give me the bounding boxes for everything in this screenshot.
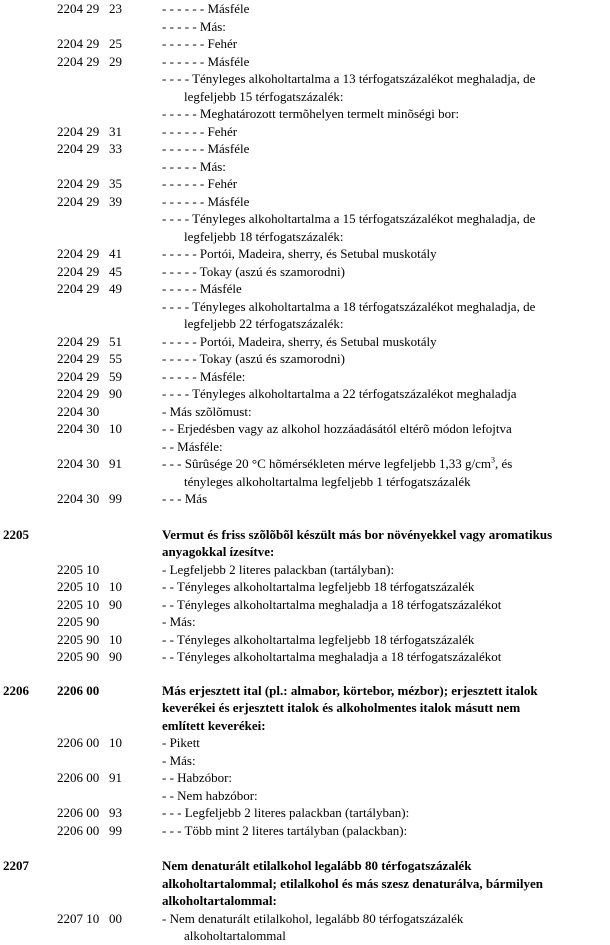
description-line: Nem denaturált etilalkohol legalább 80 térfogatszázalék bbox=[162, 858, 472, 873]
tariff-description bbox=[162, 769, 608, 787]
tariff-description bbox=[162, 70, 608, 105]
description-line: - - - - Tényleges alkoholtartalma a 13 térfogatszázalékot meghaladja, de bbox=[162, 71, 536, 86]
tariff-description bbox=[162, 158, 608, 176]
tariff-code: 2204 29 29 bbox=[57, 53, 122, 69]
tariff-description bbox=[162, 123, 608, 141]
description-line: legfeljebb 22 térfogatszázalék: bbox=[184, 316, 344, 331]
tariff-description bbox=[162, 455, 608, 490]
description-line: - - - - - - Fehér bbox=[162, 36, 238, 51]
description-line: - - - Sûrûsége 20 °C hõmérsékleten mérve legfeljebb 1,33 $g/cm^3$, és bbox=[162, 455, 513, 471]
description-line: - - - - - Portói, Madeira, sherry, és Setubal muskotály bbox=[162, 333, 437, 349]
tariff-code: 2206 00 10 bbox=[57, 735, 122, 750]
tariff-description bbox=[162, 822, 608, 840]
tariff-description bbox=[162, 333, 608, 351]
description-line: - - - - - Tokay (aszú és szamorodni) bbox=[162, 351, 345, 366]
tariff-description bbox=[162, 53, 608, 71]
tariff-code: 2205 90 90 bbox=[57, 649, 122, 664]
tariff-code: 2204 29 35 bbox=[57, 176, 122, 191]
tariff-description bbox=[162, 175, 608, 193]
tariff-description bbox=[162, 857, 608, 910]
tariff-code: 2205 10 bbox=[57, 561, 100, 577]
description-line: - Nem denaturált etilalkohol, legalább 80 térfogatszázalék bbox=[162, 910, 464, 926]
tariff-code: 2204 29 31 bbox=[57, 123, 122, 139]
tariff-description bbox=[162, 561, 608, 579]
description-line: - - - - - Tokay (aszú és szamorodni) bbox=[162, 263, 345, 279]
tariff-code: 2204 30 99 bbox=[57, 491, 122, 506]
tariff-description bbox=[162, 210, 608, 245]
tariff-description bbox=[162, 596, 608, 614]
description-line: - - - - Tényleges alkoholtartalma a 15 térfogatszázalékot meghaladja, de bbox=[162, 211, 536, 226]
tariff-code: 2204 30 bbox=[57, 403, 100, 419]
description-line: - - Nem habzóbor: bbox=[162, 787, 258, 803]
description-line: - - - - - Másféle bbox=[162, 281, 242, 296]
tariff-description bbox=[162, 631, 608, 649]
tariff-description bbox=[162, 280, 608, 298]
tariff-code: 2204 30 10 bbox=[57, 421, 122, 436]
description-line: - - - Több mint 2 literes tartályban (palackban): bbox=[162, 822, 408, 838]
description-line: anyagokkal ízesítve: bbox=[162, 544, 275, 559]
tariff-description bbox=[162, 734, 608, 752]
tariff-description bbox=[162, 18, 608, 36]
description-line: - - Tényleges alkoholtartalma meghaladja a 18 térfogatszázalékot bbox=[162, 596, 502, 612]
tariff-code: 2205 90 bbox=[57, 614, 100, 629]
tariff-code: 2206 00 99 bbox=[57, 822, 122, 838]
tariff-description bbox=[162, 298, 608, 333]
description-line: - - - - Tényleges alkoholtartalma a 22 térfogatszázalékot meghaladja bbox=[162, 386, 517, 401]
tariff-code: 2204 29 23 bbox=[57, 1, 122, 16]
tariff-description bbox=[162, 0, 608, 18]
heading-number: 2207 bbox=[3, 858, 29, 873]
description-line: legfeljebb 15 térfogatszázalék: bbox=[184, 88, 344, 104]
description-line: Más erjesztett ital (pl.: almabor, körtebor, mézbor); erjesztett italok bbox=[162, 682, 538, 698]
description-line: - Más szõlõmust: bbox=[162, 403, 252, 419]
description-line: - Más: bbox=[162, 614, 196, 629]
tariff-code: 2204 29 41 bbox=[57, 246, 122, 261]
description-line: alkoholtartalommal: bbox=[162, 893, 277, 908]
tariff-code: 2204 29 25 bbox=[57, 36, 122, 51]
description-line: - - - - - Meghatározott termõhelyen termelt minõségi bor: bbox=[162, 106, 460, 121]
tariff-code: 2204 29 59 bbox=[57, 368, 122, 384]
description-line: alkoholtartalommal bbox=[184, 928, 286, 943]
description-line: - - - - - Más: bbox=[162, 158, 226, 174]
description-line: - - - - - Másféle: bbox=[162, 368, 246, 384]
tariff-code: 2205 10 90 bbox=[57, 596, 122, 612]
tariff-description bbox=[162, 804, 608, 822]
description-line: - - - Legfeljebb 2 literes palackban (tartályban): bbox=[162, 805, 410, 820]
tariff-description bbox=[162, 350, 608, 368]
tariff-description bbox=[162, 193, 608, 211]
description-line: - Legfeljebb 2 literes palackban (tartályban): bbox=[162, 561, 395, 577]
heading-number: 2206 bbox=[3, 682, 29, 698]
description-line: - - Tényleges alkoholtartalma legfeljebb 18 térfogatszázalék bbox=[162, 579, 475, 594]
tariff-description bbox=[162, 368, 608, 386]
tariff-description bbox=[162, 35, 608, 53]
description-line: Vermut és friss szõlõbõl készült más bor növényekkel vagy aromatikus bbox=[162, 526, 553, 542]
description-line: - - - Más bbox=[162, 491, 208, 506]
tariff-description bbox=[162, 490, 608, 508]
tariff-description bbox=[162, 403, 608, 421]
description-line: - Más: bbox=[162, 752, 196, 768]
description-line: - - - - - - Másféle bbox=[162, 141, 250, 156]
tariff-description bbox=[162, 613, 608, 631]
tariff-description bbox=[162, 438, 608, 456]
tariff-description bbox=[162, 578, 608, 596]
tariff-code: 2204 29 51 bbox=[57, 333, 122, 349]
description-line: - - Tényleges alkoholtartalma legfeljebb 18 térfogatszázalék bbox=[162, 631, 475, 647]
tariff-description bbox=[162, 682, 608, 735]
tariff-description bbox=[162, 140, 608, 158]
tariff-description bbox=[162, 648, 608, 666]
description-line: tényleges alkoholtartalma legfeljebb 1 térfogatszázalék bbox=[184, 473, 471, 489]
tariff-code: 2204 29 39 bbox=[57, 193, 122, 209]
tariff-code: 2205 90 10 bbox=[57, 631, 122, 647]
tariff-description bbox=[162, 105, 608, 123]
description-line: - - - - - - Fehér bbox=[162, 123, 238, 139]
description-line: alkoholtartalommal; etilalkohol és más szesz denaturálva, bármilyen bbox=[162, 875, 543, 891]
tariff-code: 2204 29 33 bbox=[57, 141, 122, 156]
tariff-code: 2204 29 55 bbox=[57, 351, 122, 366]
description-line: - - - - - - Másféle bbox=[162, 1, 250, 16]
description-line: - - - - - Portói, Madeira, sherry, és Setubal muskotály bbox=[162, 246, 437, 261]
description-line: - - Habzóbor: bbox=[162, 770, 233, 785]
tariff-description bbox=[162, 420, 608, 438]
tariff-description bbox=[162, 526, 608, 561]
description-line: említett keverékei: bbox=[162, 717, 266, 733]
description-line: - - - - - Más: bbox=[162, 18, 226, 34]
tariff-code: 2206 00 91 bbox=[57, 770, 122, 785]
tariff-description bbox=[162, 263, 608, 281]
description-line: - - - - Tényleges alkoholtartalma a 18 térfogatszázalékot meghaladja, de bbox=[162, 298, 536, 314]
description-line: - - - - - - Fehér bbox=[162, 176, 238, 191]
tariff-description bbox=[162, 787, 608, 805]
description-line: - Pikett bbox=[162, 735, 200, 750]
tariff-code: 2206 00 bbox=[57, 682, 100, 698]
description-line: - - - - - - Másféle bbox=[162, 193, 250, 209]
description-line: keverékei és erjesztett italok és alkoholmentes italok másutt nem bbox=[162, 700, 521, 715]
tariff-code: 2207 10 00 bbox=[57, 910, 122, 926]
tariff-description bbox=[162, 385, 608, 403]
superscript-3: 3 bbox=[491, 455, 496, 465]
tariff-description bbox=[162, 245, 608, 263]
description-line: - - Erjedésben vagy az alkohol hozzáadásától eltérõ módon lefojtva bbox=[162, 421, 512, 436]
tariff-code: 2204 29 45 bbox=[57, 263, 122, 279]
description-line: legfeljebb 18 térfogatszázalék: bbox=[184, 228, 344, 244]
description-line: - - - - - - Másféle bbox=[162, 53, 250, 69]
tariff-description bbox=[162, 752, 608, 770]
tariff-code: 2204 29 49 bbox=[57, 281, 122, 296]
tariff-code: 2206 00 93 bbox=[57, 805, 122, 820]
tariff-description bbox=[162, 910, 608, 945]
description-line: - - Másféle: bbox=[162, 438, 223, 454]
heading-number: 2205 bbox=[3, 526, 29, 542]
tariff-code: 2204 30 91 bbox=[57, 456, 122, 471]
description-line: - - Tényleges alkoholtartalma meghaladja a 18 térfogatszázalékot bbox=[162, 649, 502, 664]
tariff-code: 2205 10 10 bbox=[57, 579, 122, 594]
tariff-code: 2204 29 90 bbox=[57, 386, 122, 401]
